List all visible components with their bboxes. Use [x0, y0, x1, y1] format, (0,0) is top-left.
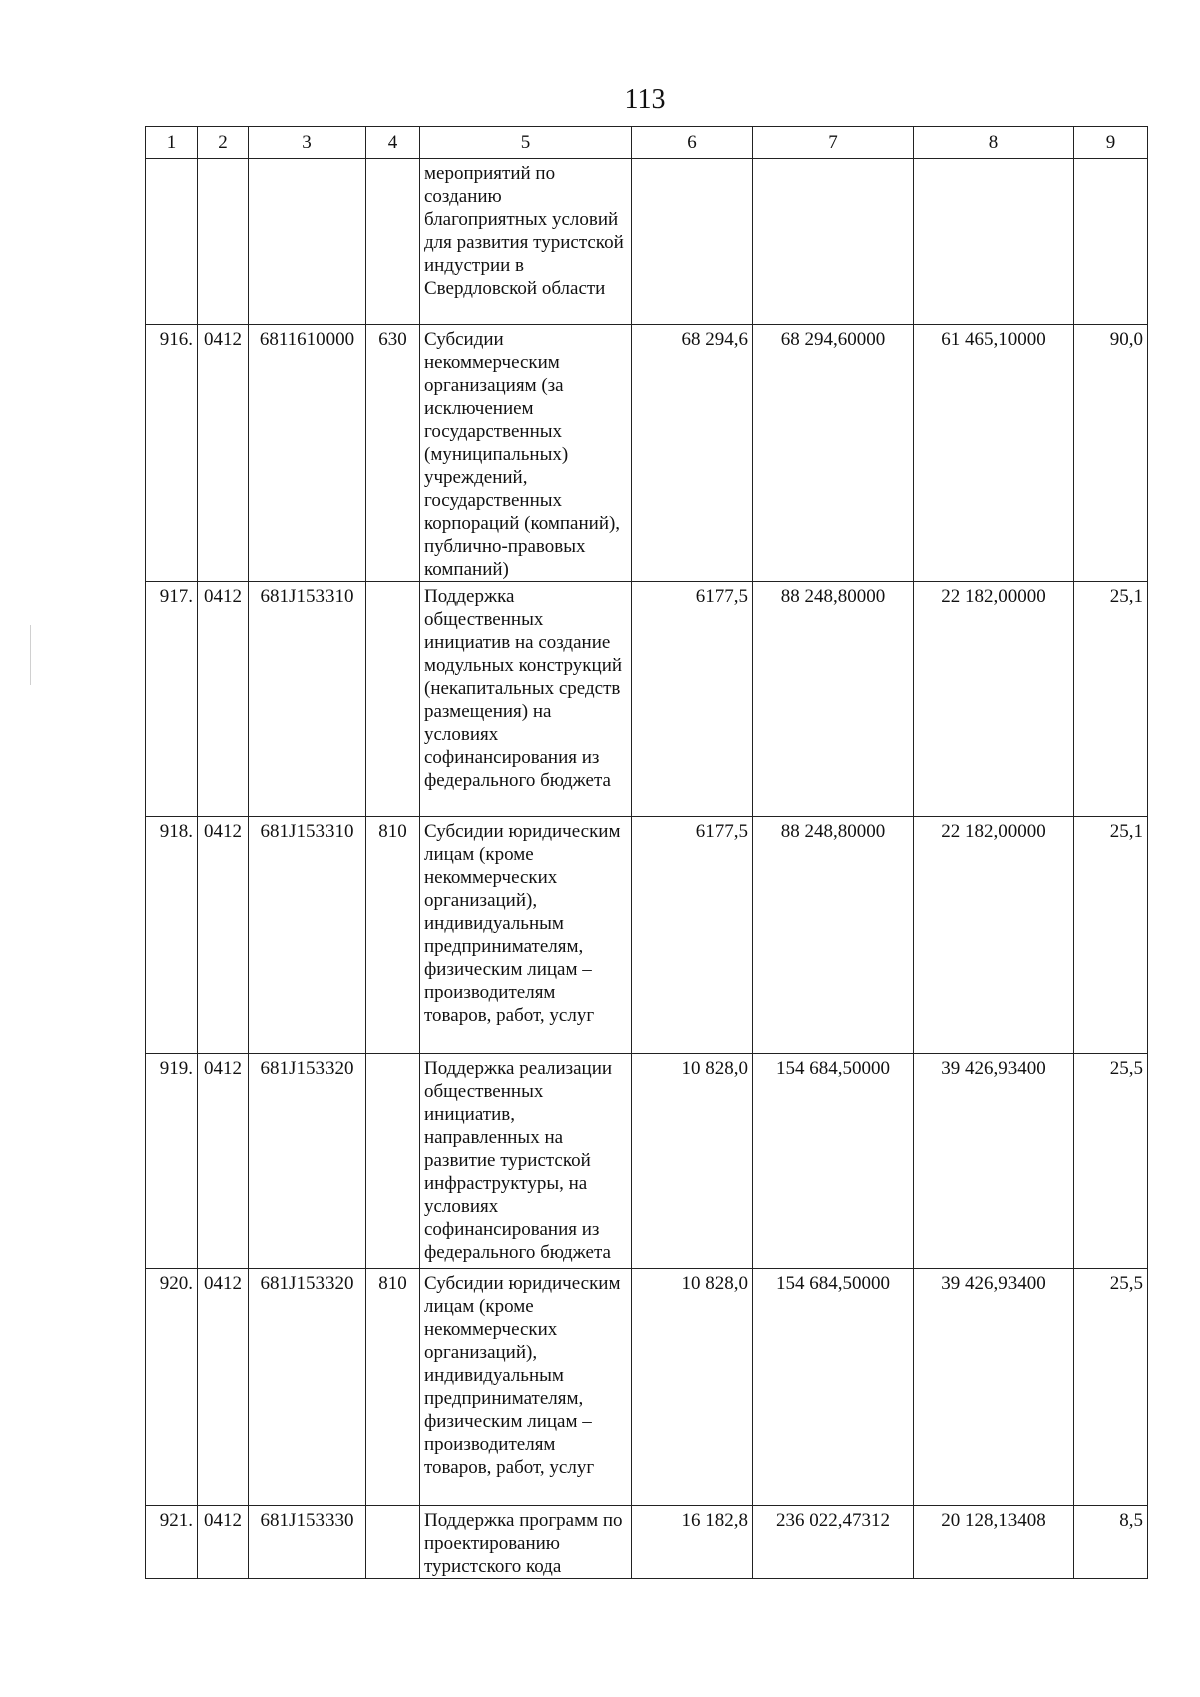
header-cell-7: 7	[753, 127, 914, 159]
value-col6-cell: 16 182,8	[632, 1506, 753, 1579]
section-code-cell: 0412	[198, 325, 249, 582]
section-code-cell: 0412	[198, 582, 249, 817]
header-cell-6: 6	[632, 127, 753, 159]
table-row	[146, 817, 1148, 1054]
section-code-cell: 0412	[198, 1054, 249, 1269]
table-row	[146, 1054, 1148, 1269]
percent-cell: 90,0	[1074, 325, 1148, 582]
description-cell: Субсидии юридическим лицам (кроме некоммерческих организаций), индивидуальным предпринимателям, физическим лицам – производителям товаров, работ, услуг	[420, 817, 632, 1054]
budget-table	[145, 126, 1148, 1579]
header-row	[146, 127, 1148, 159]
section-code-cell: 0412	[198, 1269, 249, 1506]
expense-type-cell	[366, 1054, 420, 1269]
value-col7-cell: 88 248,80000	[753, 582, 914, 817]
row-number-cell	[146, 159, 198, 325]
header-cell-4: 4	[366, 127, 420, 159]
section-code-cell: 0412	[198, 817, 249, 1054]
value-col7-cell: 236 022,47312	[753, 1506, 914, 1579]
percent-cell: 25,5	[1074, 1054, 1148, 1269]
expense-type-cell	[366, 582, 420, 817]
description-cell: Поддержка программ по проектированию туристского кода	[420, 1506, 632, 1579]
value-col6-cell	[632, 159, 753, 325]
page-number: 113	[624, 84, 666, 115]
value-col7-cell: 154 684,50000	[753, 1054, 914, 1269]
value-col6-cell: 6177,5	[632, 817, 753, 1054]
value-col7-cell: 68 294,60000	[753, 325, 914, 582]
target-code-cell: 681J153320	[249, 1054, 366, 1269]
target-code-cell: 681J153320	[249, 1269, 366, 1506]
value-col7-cell	[753, 159, 914, 325]
header-cell-8: 8	[914, 127, 1074, 159]
scan-artifact	[30, 625, 31, 685]
expense-type-cell	[366, 1506, 420, 1579]
header-cell-9: 9	[1074, 127, 1148, 159]
value-col6-cell: 68 294,6	[632, 325, 753, 582]
value-col7-cell: 88 248,80000	[753, 817, 914, 1054]
row-number-cell: 921.	[146, 1506, 198, 1579]
value-col7-cell: 154 684,50000	[753, 1269, 914, 1506]
target-code-cell	[249, 159, 366, 325]
percent-cell: 8,5	[1074, 1506, 1148, 1579]
target-code-cell: 6811610000	[249, 325, 366, 582]
value-col8-cell: 39 426,93400	[914, 1054, 1074, 1269]
expense-type-cell: 630	[366, 325, 420, 582]
header-cell-5: 5	[420, 127, 632, 159]
description-cell: Субсидии юридическим лицам (кроме некоммерческих организаций), индивидуальным предпринимателям, физическим лицам – производителям товаров, работ, услуг	[420, 1269, 632, 1506]
value-col8-cell: 22 182,00000	[914, 817, 1074, 1054]
row-number-cell: 919.	[146, 1054, 198, 1269]
header-cell-3: 3	[249, 127, 366, 159]
percent-cell: 25,5	[1074, 1269, 1148, 1506]
section-code-cell: 0412	[198, 1506, 249, 1579]
table-row	[146, 582, 1148, 817]
row-number-cell: 916.	[146, 325, 198, 582]
value-col8-cell: 22 182,00000	[914, 582, 1074, 817]
row-number-cell: 918.	[146, 817, 198, 1054]
table-row	[146, 325, 1148, 582]
value-col8-cell: 39 426,93400	[914, 1269, 1074, 1506]
expense-type-cell	[366, 159, 420, 325]
percent-cell: 25,1	[1074, 817, 1148, 1054]
value-col6-cell: 6177,5	[632, 582, 753, 817]
target-code-cell: 681J153310	[249, 582, 366, 817]
expense-type-cell: 810	[366, 1269, 420, 1506]
row-number-cell: 920.	[146, 1269, 198, 1506]
row-number-cell: 917.	[146, 582, 198, 817]
table-row	[146, 1269, 1148, 1506]
value-col8-cell	[914, 159, 1074, 325]
header-cell-1: 1	[146, 127, 198, 159]
expense-type-cell: 810	[366, 817, 420, 1054]
description-cell: Поддержка общественных инициатив на создание модульных конструкций (некапитальных средств размещения) на условиях софинансирования из федерального бюджета	[420, 582, 632, 817]
description-cell: Субсидии некоммерческим организациям (за исключением государственных (муниципальных) учреждений, государственных корпораций (компаний), публично-правовых компаний)	[420, 325, 632, 582]
value-col8-cell: 61 465,10000	[914, 325, 1074, 582]
table-row	[146, 159, 1148, 325]
percent-cell: 25,1	[1074, 582, 1148, 817]
value-col8-cell: 20 128,13408	[914, 1506, 1074, 1579]
description-cell: мероприятий по созданию благоприятных условий для развития туристской индустрии в Свердловской области	[420, 159, 632, 325]
description-cell: Поддержка реализации общественных инициатив, направленных на развитие туристской инфраструктуры, на условиях софинансирования из федерального бюджета	[420, 1054, 632, 1269]
percent-cell	[1074, 159, 1148, 325]
value-col6-cell: 10 828,0	[632, 1054, 753, 1269]
section-code-cell	[198, 159, 249, 325]
header-cell-2: 2	[198, 127, 249, 159]
target-code-cell: 681J153310	[249, 817, 366, 1054]
table-row	[146, 1506, 1148, 1579]
target-code-cell: 681J153330	[249, 1506, 366, 1579]
value-col6-cell: 10 828,0	[632, 1269, 753, 1506]
